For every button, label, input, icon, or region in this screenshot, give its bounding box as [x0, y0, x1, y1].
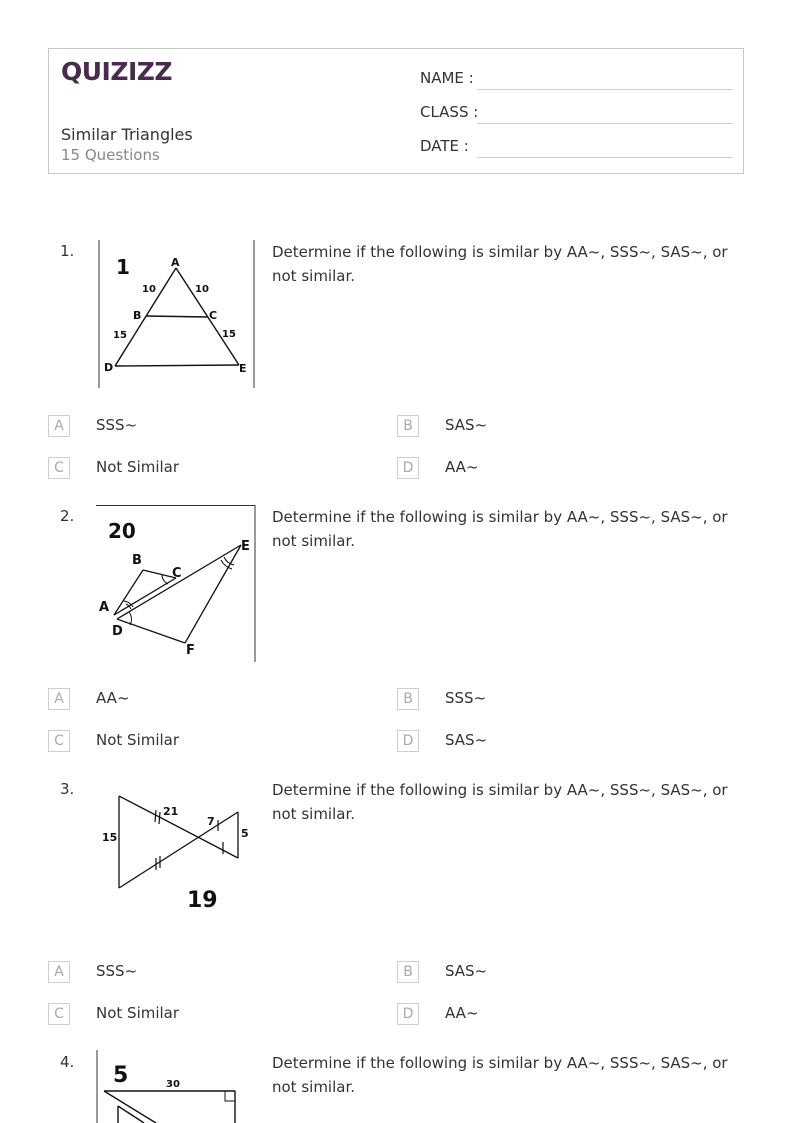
side-label: 30 — [166, 1079, 180, 1090]
option-text[interactable]: AA~ — [96, 689, 130, 707]
vertex-label: E — [239, 362, 247, 375]
figure-problem-number: 1 — [116, 255, 130, 279]
question-4-figure — [96, 1050, 256, 1123]
class-line[interactable] — [477, 123, 733, 124]
question-number: 1. — [60, 242, 75, 260]
question-number: 4. — [60, 1053, 75, 1071]
quizizz-logo: QUIZIZZ — [61, 57, 173, 86]
option-letter-box[interactable]: C — [48, 730, 70, 752]
question-number: 3. — [60, 780, 75, 798]
option-text[interactable]: SAS~ — [445, 416, 488, 434]
worksheet-header — [48, 48, 744, 174]
option-text[interactable]: AA~ — [445, 1004, 479, 1022]
side-label: 5 — [241, 827, 249, 840]
vertex-label: B — [133, 309, 142, 322]
date-line[interactable] — [477, 157, 733, 158]
question-text: Determine if the following is similar by AA~, SSS~, SAS~, or not similar. — [272, 508, 728, 550]
side-label: 7 — [207, 815, 215, 828]
option-text[interactable]: SAS~ — [445, 962, 488, 980]
option-text[interactable]: SSS~ — [96, 416, 138, 434]
option-text[interactable]: SAS~ — [445, 731, 488, 749]
vertex-label: F — [186, 643, 195, 658]
question-text: Determine if the following is similar by AA~, SSS~, SAS~, or not similar. — [272, 243, 728, 285]
vertex-label: C — [209, 309, 218, 322]
option-letter-box[interactable]: B — [397, 415, 419, 437]
question-3-figure — [98, 790, 258, 915]
option-letter-box[interactable]: B — [397, 688, 419, 710]
figure-problem-number: 19 — [187, 888, 218, 913]
option-letter-box[interactable]: A — [48, 961, 70, 983]
name-line[interactable] — [477, 89, 733, 90]
vertex-label: E — [241, 539, 250, 554]
side-label: 15 — [102, 831, 118, 844]
option-text[interactable]: AA~ — [445, 458, 479, 476]
question-1-figure — [98, 240, 256, 390]
figure-problem-number: 20 — [108, 519, 136, 543]
option-letter-box[interactable]: B — [397, 961, 419, 983]
date-label: DATE : — [420, 137, 469, 155]
option-letter-box[interactable]: A — [48, 688, 70, 710]
figure-problem-number: 5 — [113, 1063, 129, 1088]
side-label: 15 — [113, 330, 127, 341]
vertex-label: B — [132, 553, 142, 568]
worksheet-title: Similar Triangles — [61, 125, 193, 144]
question-count: 15 Questions — [61, 146, 160, 164]
question-number: 2. — [60, 507, 75, 525]
question-2-figure — [96, 505, 256, 663]
side-label: 15 — [222, 329, 236, 340]
option-text[interactable]: Not Similar — [96, 731, 180, 749]
option-letter-box[interactable]: D — [397, 457, 419, 479]
option-letter-box[interactable]: A — [48, 415, 70, 437]
vertex-label: A — [99, 600, 110, 615]
question-text: Determine if the following is similar by AA~, SSS~, SAS~, or not similar. — [272, 1054, 728, 1096]
option-text[interactable]: Not Similar — [96, 1004, 180, 1022]
name-label: NAME : — [420, 69, 474, 87]
option-letter-box[interactable]: D — [397, 1003, 419, 1025]
class-label: CLASS : — [420, 103, 479, 121]
side-label: 21 — [163, 805, 179, 818]
side-label: 10 — [195, 284, 209, 295]
option-text[interactable]: SSS~ — [96, 962, 138, 980]
vertex-label: C — [172, 566, 182, 581]
side-label: 10 — [142, 284, 156, 295]
option-letter-box[interactable]: C — [48, 1003, 70, 1025]
question-text: Determine if the following is similar by AA~, SSS~, SAS~, or not similar. — [272, 781, 728, 823]
vertex-label: D — [112, 624, 123, 639]
vertex-label: D — [104, 361, 114, 374]
option-letter-box[interactable]: C — [48, 457, 70, 479]
option-text[interactable]: Not Similar — [96, 458, 180, 476]
option-text[interactable]: SSS~ — [445, 689, 487, 707]
option-letter-box[interactable]: D — [397, 730, 419, 752]
vertex-label: A — [171, 256, 180, 269]
